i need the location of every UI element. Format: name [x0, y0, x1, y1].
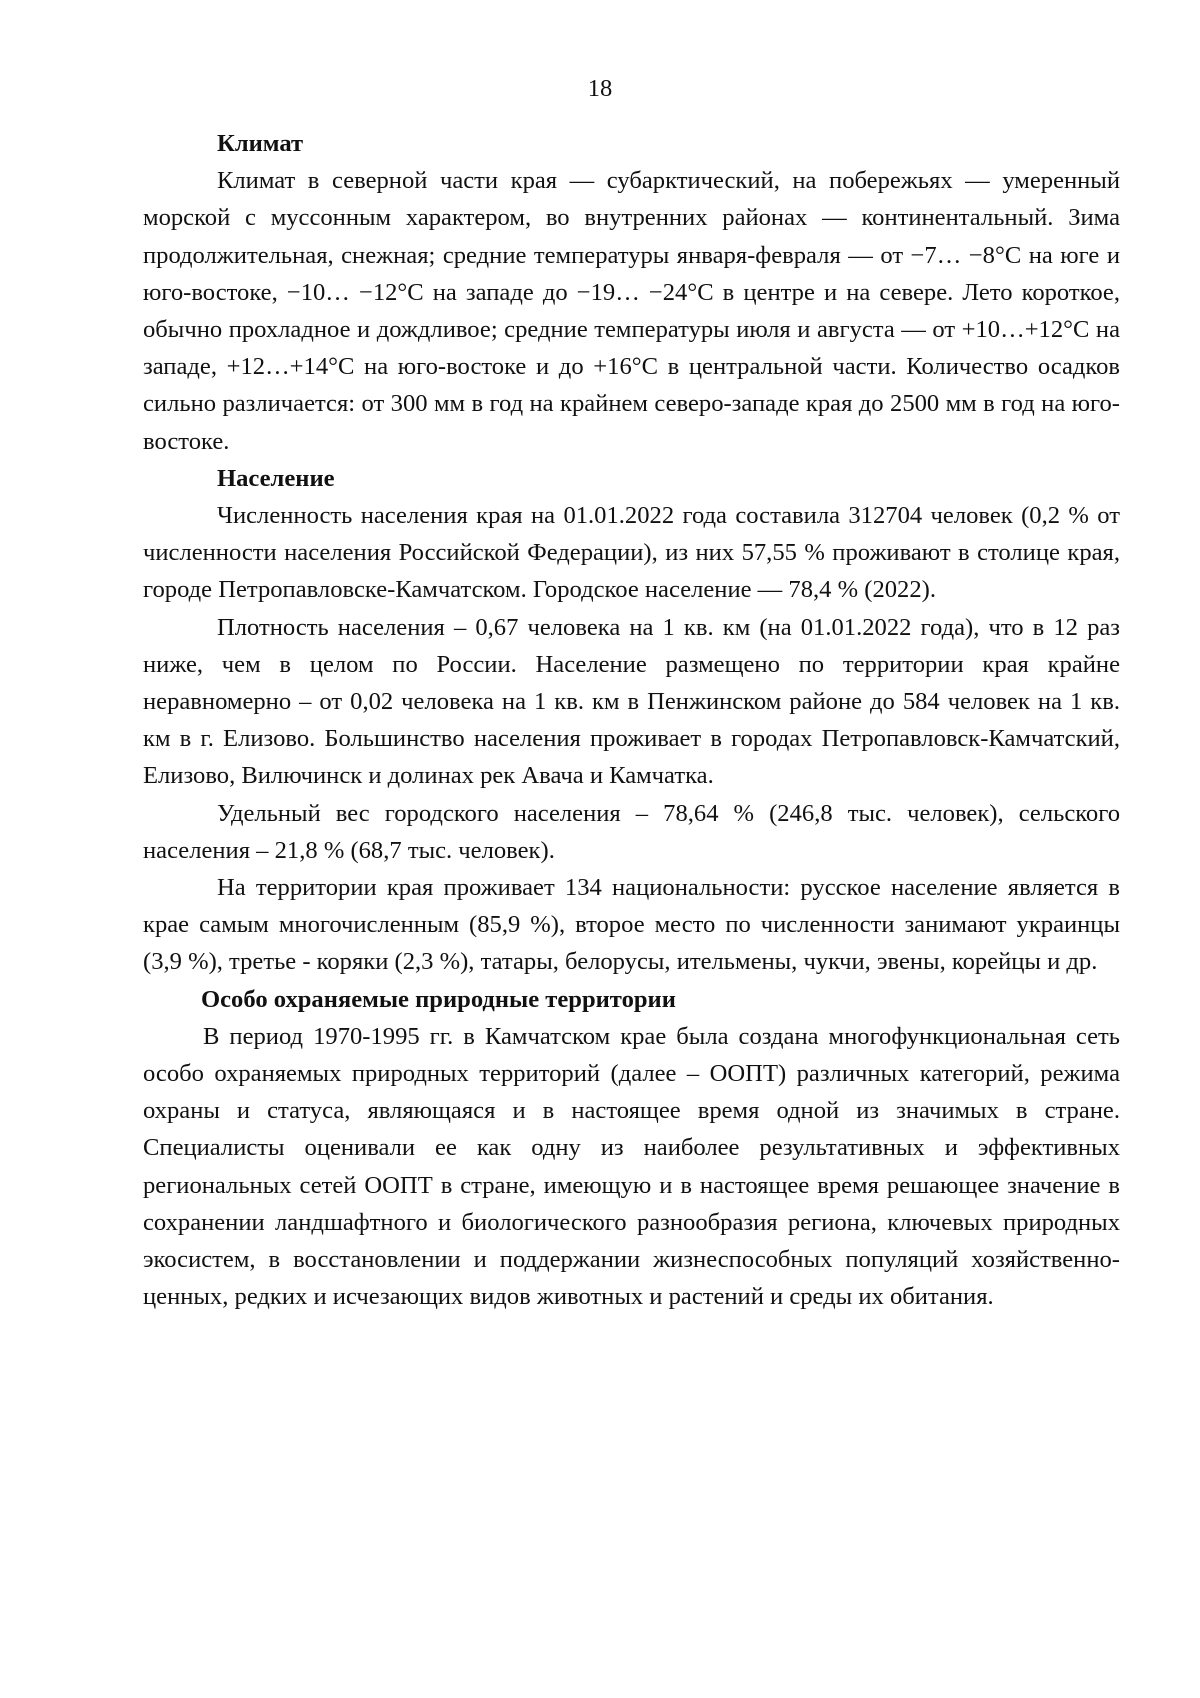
page-number: 18 [587, 75, 613, 102]
climate-paragraph: Климат в северной части края — субарктический, на побережьях — умеренный морской с муссонным характером, во внутренних районах — континентальный. Зима продолжительная, снежная; средние температуры января-февраля — от −7… −8°C на юге и юго-востоке, −10… −12°C на западе до −19… −24°C в центре и на севере. Лето короткое, обычно прохладное и дождливое; средние температуры июля и августа — от +10…+12°C на западе, +12…+14°C на юго-востоке и до +16°C в центральной части. Количество осадков сильно различается: от 300 мм в год на крайнем северо-западе края до 2500 мм в год на юго-востоке. [143, 167, 1120, 455]
section-heading-protected-areas: Особо охраняемые природные территории [201, 985, 676, 1013]
population-paragraph-urban-share: Удельный вес городского населения – 78,64 % (246,8 тыс. человек), сельского населения – 21,8 % (68,7 тыс. человек). [143, 799, 1120, 864]
page-content [143, 125, 1120, 1316]
section-heading-climate: Климат [217, 130, 304, 157]
population-paragraph-density: Плотность населения – 0,67 человека на 1 кв. км (на 01.01.2022 года), что в 12 раз ниже, чем в целом по России. Население размещено по территории края крайне неравномерно – от 0,02 человека на 1 кв. км в Пенжинском районе до 584 человек на 1 кв. км в г. Елизово. Большинство населения проживает в городах Петропавловск-Камчатский, Елизово, Вилючинск и долинах рек Авача и Камчатка. [143, 613, 1120, 790]
population-paragraph-count: Численность населения края на 01.01.2022 года составила 312704 человек (0,2 % от численности населения Российской Федерации), из них 57,55 % проживают в столице края, городе Петропавловске-Камчатском. Городское население — 78,4 % (2022). [143, 502, 1120, 604]
protected-areas-paragraph: В период 1970-1995 гг. в Камчатском крае была создана многофункциональная сеть особо охраняемых природных территорий (далее – ООПТ) различных категорий, режима охраны и статуса, являющаяся и в настоящее время одной из значимых в стране. Специалисты оценивали ее как одну из наиболее результативных и эффективных региональных сетей ООПТ в стране, имеющую и в настоящее время решающее значение в сохранении ландшафтного и биологического разнообразия региона, ключевых природных экосистем, в восстановлении и поддержании жизнеспособных популяций хозяйственно-ценных, редких и исчезающих видов животных и растений и среды их обитания. [143, 1022, 1120, 1311]
population-paragraph-nationalities: На территории края проживает 134 национальности: русское население является в крае самым многочисленным (85,9 %), второе место по численности занимают украинцы (3,9 %), третье - коряки (2,3 %), татары, белорусы, ительмены, чукчи, эвены, корейцы и др. [143, 874, 1120, 976]
section-heading-population: Население [217, 464, 335, 492]
